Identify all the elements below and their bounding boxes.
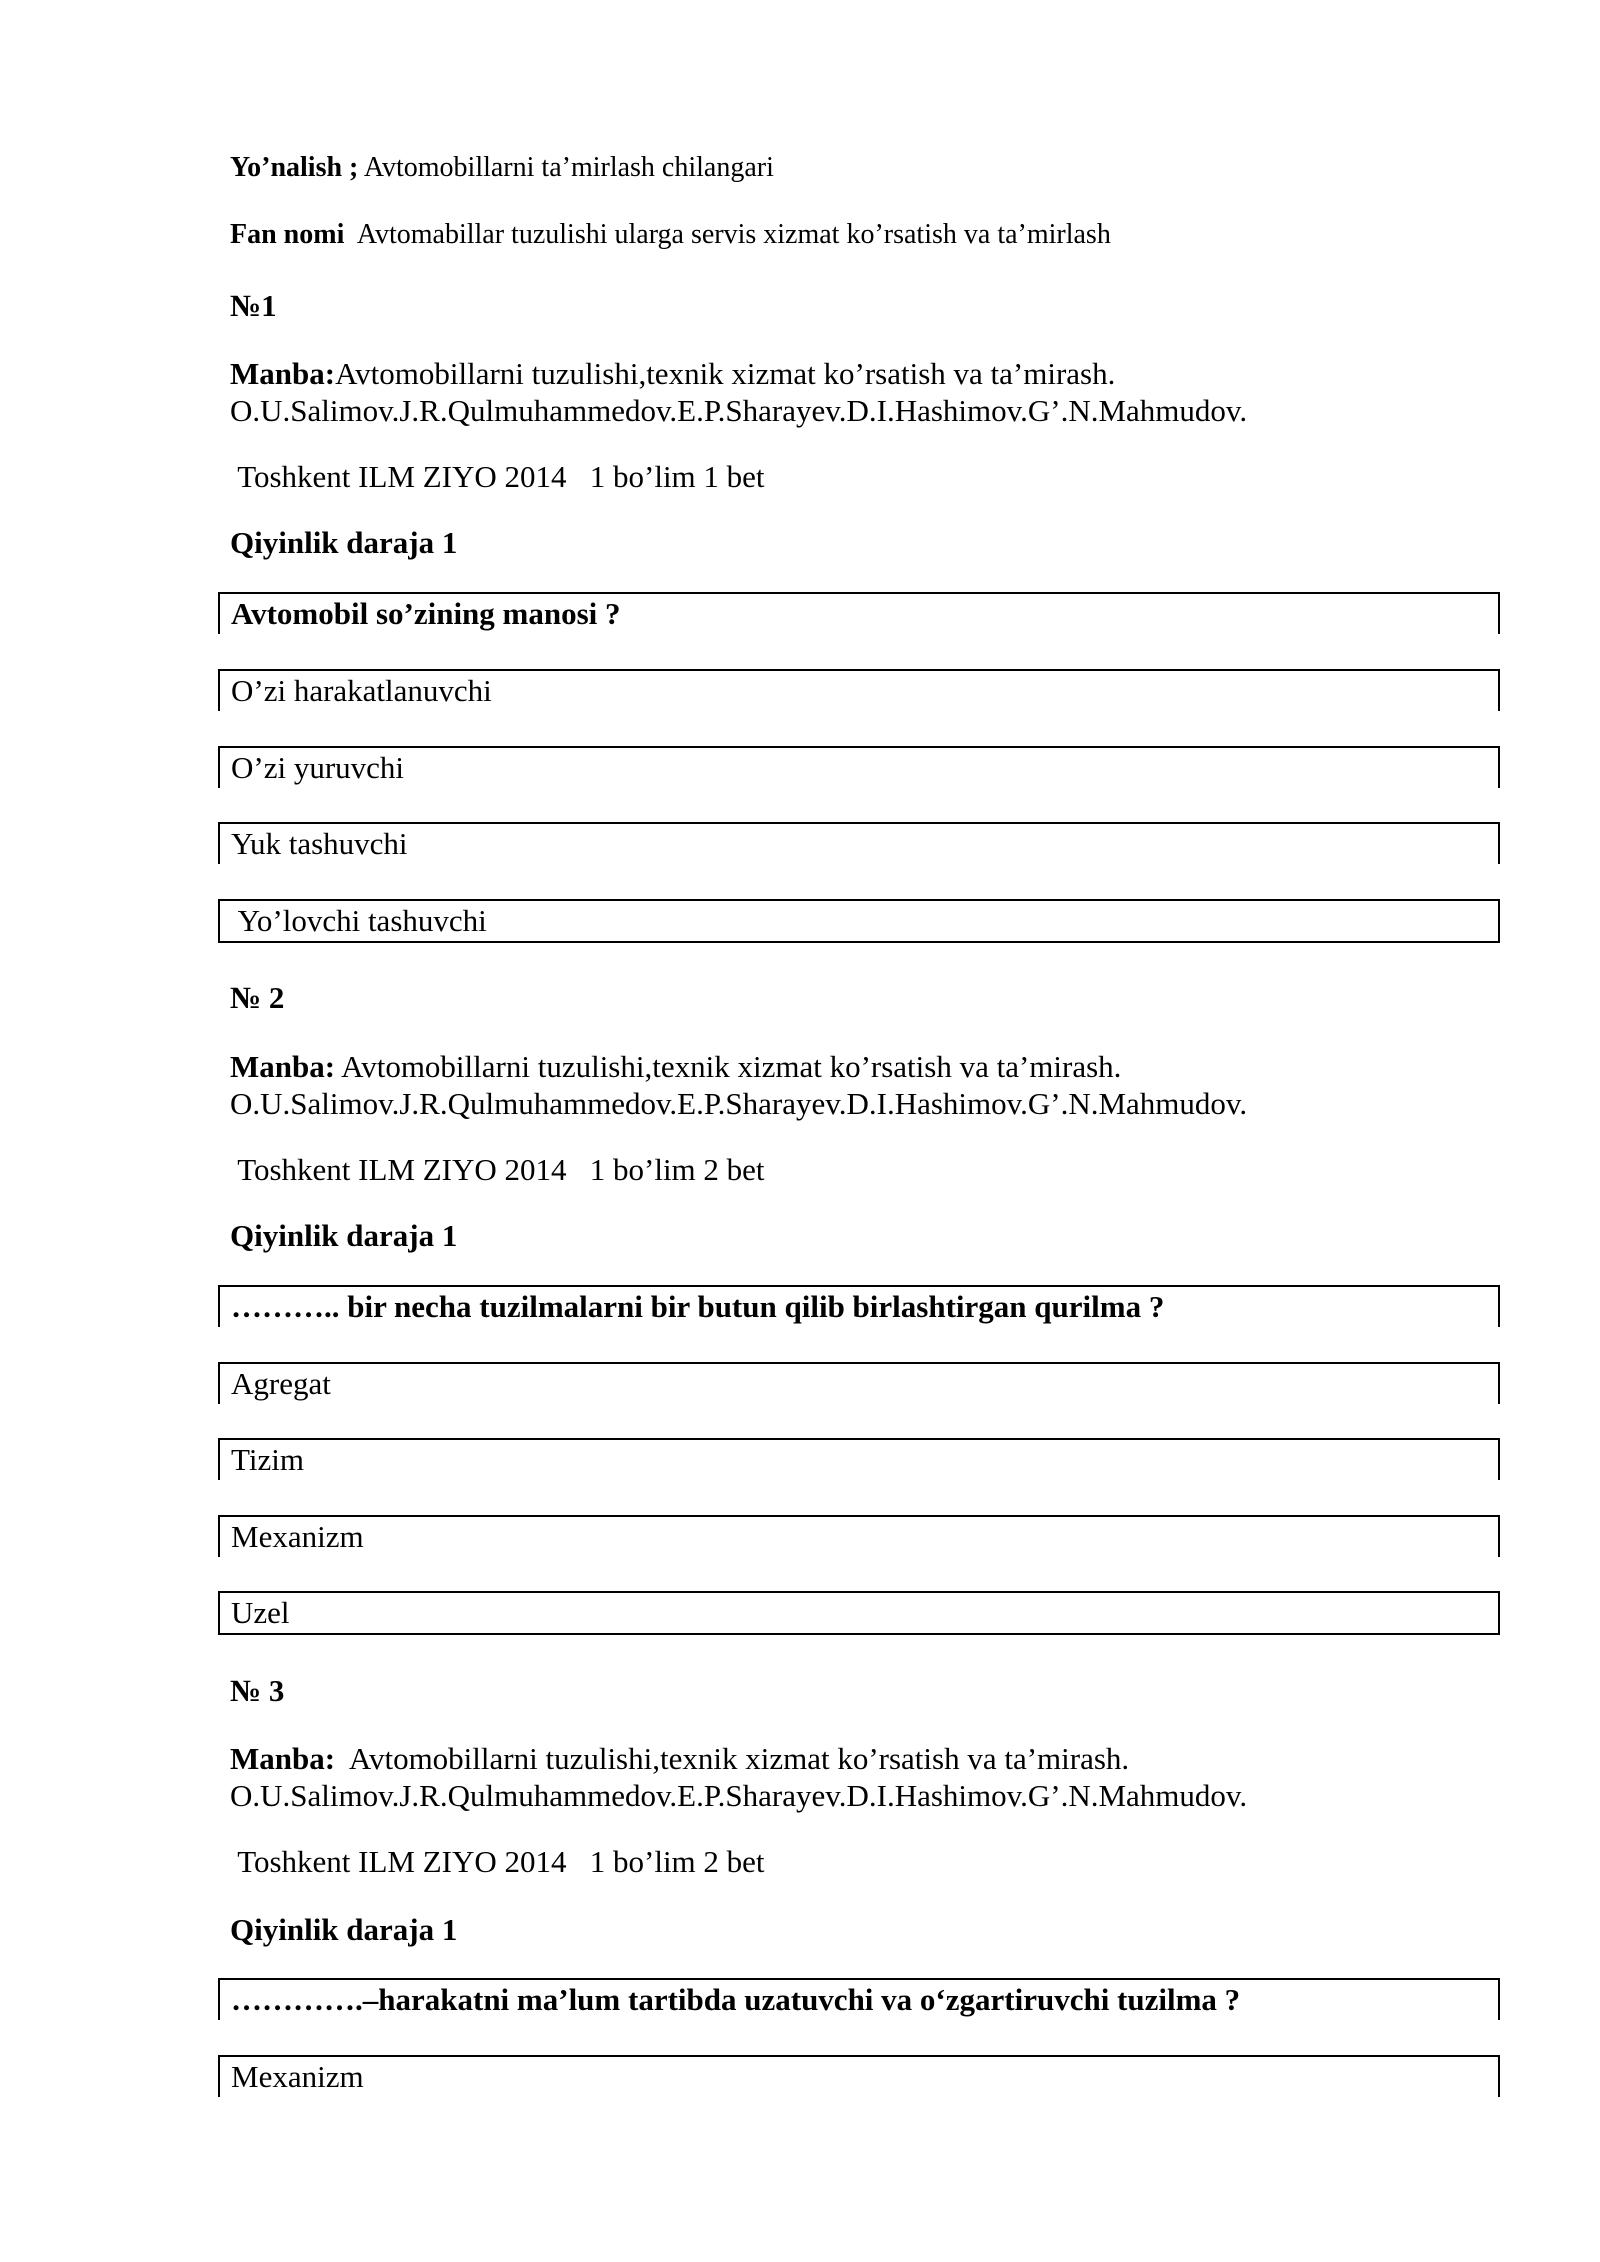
direction-label: Yo’nalish ;	[230, 152, 359, 183]
answer-text: Yo’lovchi tashuvchi	[231, 903, 487, 938]
answer-option[interactable]	[218, 1515, 1500, 1557]
difficulty-label: Qiyinlik daraja 1	[230, 525, 458, 560]
question-box	[218, 1285, 1500, 1327]
publisher-line: Toshkent ILM ZIYO 2014 1 bo’lim 2 bet	[230, 1152, 765, 1187]
answer-text: O’zi yuruvchi	[231, 750, 405, 785]
subject-line	[230, 219, 1111, 251]
source-line	[230, 355, 1115, 392]
publisher-line: Toshkent ILM ZIYO 2014 1 bo’lim 2 bet	[230, 1844, 765, 1879]
answer-option[interactable]	[218, 1591, 1500, 1635]
answer-option[interactable]	[218, 1362, 1500, 1404]
answer-text: Tizim	[231, 1442, 304, 1477]
source-title: Avtomobillarni tuzulishi,texnik xizmat ko’rsatish va ta’mirash.	[335, 356, 1116, 391]
source-authors: O.U.Salimov.J.R.Qulmuhammedov.E.P.Sharayev.D.I.Hashimov.G’.N.Mahmudov.	[230, 1778, 1248, 1813]
source-authors: O.U.Salimov.J.R.Qulmuhammedov.E.P.Sharayev.D.I.Hashimov.G’.N.Mahmudov.	[230, 1086, 1248, 1121]
difficulty-label: Qiyinlik daraja 1	[230, 1912, 458, 1947]
subject-label: Fan nomi	[230, 219, 345, 250]
question-number: № 2	[230, 980, 285, 1015]
source-line	[230, 1048, 1121, 1085]
question-text: ………….–harakatni ma’lum tartibda uzatuvchi va o‘zgartiruvchi tuzilma ?	[231, 1982, 1241, 2017]
source-authors: O.U.Salimov.J.R.Qulmuhammedov.E.P.Sharayev.D.I.Hashimov.G’.N.Mahmudov.	[230, 393, 1248, 428]
source-label: Manba:	[230, 356, 336, 391]
source-line	[230, 1740, 1129, 1777]
direction-value: Avtomobillarni ta’mirlash chilangari	[363, 152, 774, 183]
answer-option[interactable]	[218, 899, 1500, 943]
answer-text: Mexanizm	[231, 2059, 364, 2094]
question-number: № 3	[230, 1673, 285, 1708]
difficulty-label: Qiyinlik daraja 1	[230, 1218, 458, 1253]
answer-text: Uzel	[231, 1595, 290, 1630]
source-label: Manba:	[230, 1741, 336, 1776]
publisher-line: Toshkent ILM ZIYO 2014 1 bo’lim 1 bet	[230, 459, 765, 494]
source-title: Avtomobillarni tuzulishi,texnik xizmat ko’rsatish va ta’mirash.	[335, 1049, 1122, 1084]
question-box	[218, 1978, 1500, 2020]
subject-value: Avtomabillar tuzulishi ularga servis xizmat ko’rsatish va ta’mirlash	[356, 219, 1111, 250]
answer-text: Mexanizm	[231, 1519, 364, 1554]
question-box	[218, 592, 1500, 634]
answer-option[interactable]	[218, 822, 1500, 864]
answer-option[interactable]	[218, 2055, 1500, 2097]
source-title: Avtomobillarni tuzulishi,texnik xizmat ko’rsatish va ta’mirash.	[335, 1741, 1130, 1776]
answer-text: Yuk tashuvchi	[231, 826, 408, 861]
direction-line	[230, 152, 774, 184]
answer-option[interactable]	[218, 669, 1500, 711]
question-number: №1	[230, 288, 277, 323]
answer-option[interactable]	[218, 1438, 1500, 1480]
question-text: Avtomobil so’zining manosi ?	[231, 596, 621, 631]
answer-option[interactable]	[218, 746, 1500, 788]
source-label: Manba:	[230, 1049, 336, 1084]
answer-text: Agregat	[231, 1366, 331, 1401]
answer-text: O’zi harakatlanuvchi	[231, 673, 492, 708]
question-text: ……….. bir necha tuzilmalarni bir butun qilib birlashtirgan qurilma ?	[231, 1289, 1165, 1324]
